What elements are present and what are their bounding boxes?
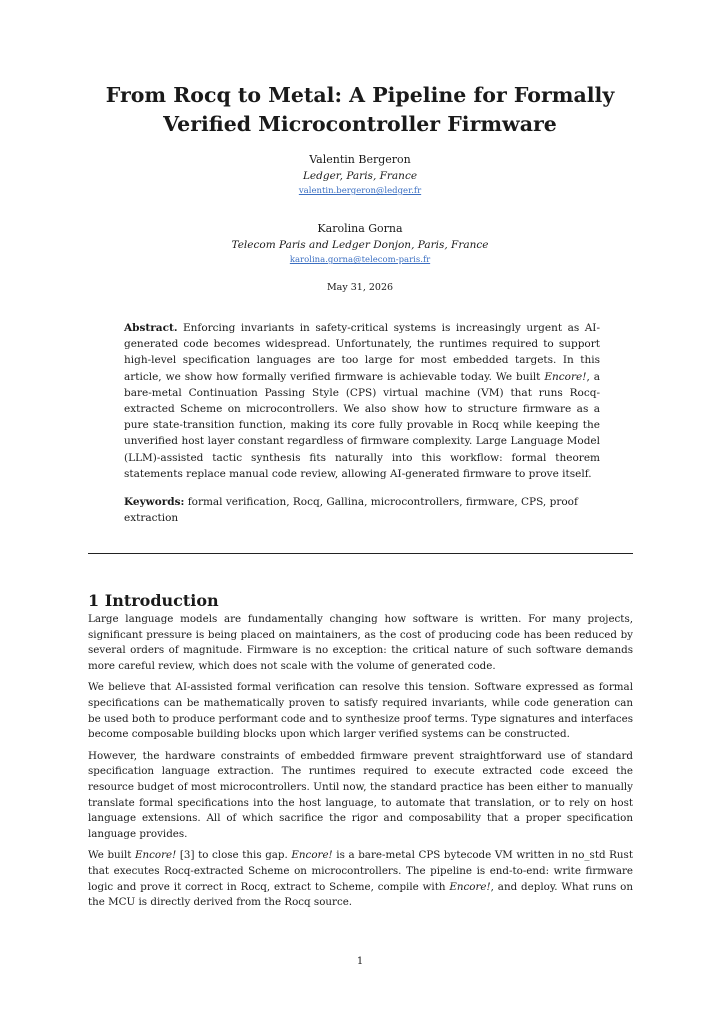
keywords-label: Keywords: [124, 496, 185, 508]
author-affiliation: Ledger, Paris, France [302, 170, 418, 182]
p4-text: We built [88, 849, 135, 862]
paragraph-3: However, the hardware constraints of embedded firmware prevent straightforward use of standard specification language extraction. The runtimes required to execute extracted code exceed the resource budget of most microcontrollers. Until now, the standard practice has been either to manually translate formal specifications into the host language, to automate that translation, or to rely on host language extensions. All of which sacrifice the rigor and composability that a proper specification language provides. [88, 749, 633, 840]
author-block-2 [100, 221, 620, 267]
encore-name: Encore! [135, 849, 177, 862]
section-divider [88, 553, 633, 554]
paper-title: From Rocq to Metal: A Pipeline for Formally Verified Microcontroller Firmware [105, 83, 615, 136]
abstract-label: Abstract. [124, 322, 178, 334]
encore-name: Encore! [449, 880, 491, 893]
p4-text: , and deploy. What runs on the MCU is directly derived from the Rocq source. [88, 880, 633, 909]
section-title: 1 Introduction [88, 591, 219, 610]
section-body [88, 612, 633, 917]
abstract [124, 320, 600, 482]
paragraph-1: Large language models are fundamentally changing how software is written. For many projects, significant pressure is being placed on maintainers, as the cost of producing code has been reduced by several orders of magnitude. Firmware is no exception: the critical nature of such software demands more careful review, which does not scale with the volume of generated code. [88, 613, 633, 672]
author-name: Karolina Gorna [317, 222, 403, 235]
paper-date: May 31, 2026 [326, 282, 394, 293]
encore-name: Encore! [544, 370, 587, 383]
author-email-link[interactable]: karolina.gorna@telecom-paris.fr [289, 255, 431, 265]
abstract-text-1: Enforcing invariants in safety-critical systems is increasingly urgent as AI-generated code becomes widespread. Unfortunately, the runtimes required to support high-level specification languages are too large for most embedded targets. In this article, we show how formally verified firmware is achievable today. We built [124, 322, 601, 383]
p4-text: is a bare-metal CPS bytecode VM written in no_std Rust that executes Rocq-extracted Scheme on microcontrollers. The pipeline is end-to-end: write firmware logic and prove it correct in Rocq, extract to Scheme, compile with [88, 849, 633, 893]
abstract-text-2: , a bare-metal Continuation Passing Style (CPS) virtual machine (VM) that runs Rocq-extracted Scheme on microcontrollers. We also show how to structure firmware as a pure state-transition function, making its core fully provable in Rocq while keeping the unverified host layer constant regardless of firmware complexity. Large Language Model (LLM)-assisted tactic synthesis fits naturally into this workflow: formal theorem statements replace manual code review, allowing AI-generated firmware to prove itself. [124, 370, 600, 480]
encore-name: Encore! [291, 849, 333, 862]
keywords [124, 494, 600, 526]
author-email-link[interactable]: valentin.bergeron@ledger.fr [298, 186, 422, 196]
author-block-1 [100, 152, 620, 198]
p4-text: [3] to close this gap. [176, 849, 292, 862]
paragraph-4 [88, 848, 633, 910]
page-number: 1 [356, 956, 364, 967]
author-name: Valentin Bergeron [309, 153, 411, 166]
paragraph-2: We believe that AI-assisted formal verification can resolve this tension. Software expressed as formal specifications can be mathematically proven to satisfy required invariants, while code generation can be used both to produce performant code and to synthesize proof terms. Type signatures and interfaces become composable building blocks upon which larger verified systems can be constructed. [88, 681, 633, 741]
author-affiliation: Telecom Paris and Ledger Donjon, Paris, France [231, 239, 489, 251]
keywords-text: formal verification, Rocq, Gallina, microcontrollers, firmware, CPS, proof extraction [124, 496, 578, 525]
